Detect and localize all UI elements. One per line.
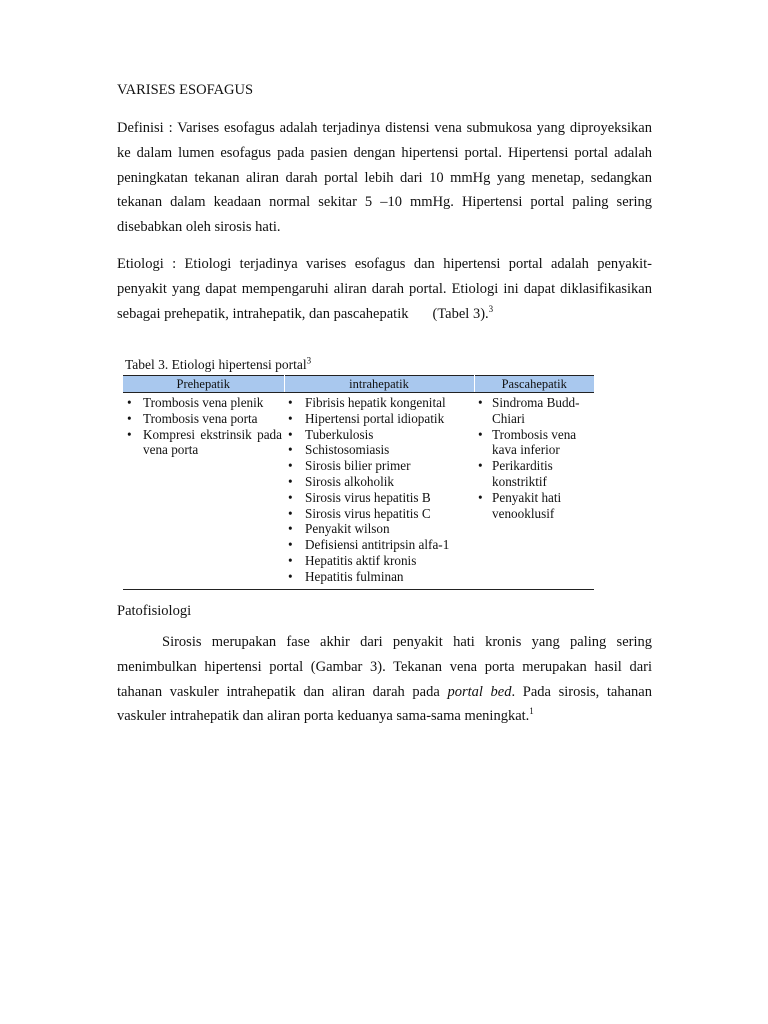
citation-superscript: 3 <box>488 303 494 314</box>
header-pascahepatik: Pascahepatik <box>474 376 594 393</box>
list-item: • Hepatitis aktif kronis <box>284 553 474 569</box>
list-item: • Sirosis alkoholik <box>284 474 474 490</box>
table-header-row <box>123 376 594 393</box>
list-item: • Defisiensi antitripsin alfa-1 <box>284 537 474 553</box>
table-caption-text: Tabel 3. Etiologi hipertensi portal <box>125 357 307 372</box>
table-row <box>123 393 594 590</box>
list-item: • Sirosis bilier primer <box>284 458 474 474</box>
patofisiologi-text-start: Sirosis merupakan fase akhir dari penyakit hati kronis yang paling sering menimbulkan hipertensi portal (Gambar 3). Tekanan vena porta merupakan hasil dari tahanan vaskuler intrahepatik dan aliran darah pada <box>117 634 652 700</box>
pascahepatik-cell <box>474 393 594 590</box>
list-item: • Schistosomiasis <box>284 442 474 458</box>
list-item: • Penyakit wilson <box>284 521 474 537</box>
list-item: • Trombosis vena porta <box>123 411 284 427</box>
list-item: • Sirosis virus hepatitis B <box>284 490 474 506</box>
list-item: • Sirosis virus hepatitis C <box>284 506 474 522</box>
header-intrahepatik: intrahepatik <box>284 376 474 393</box>
patofisiologi-text-end: . Pada sirosis, tahanan vaskuler intrahepatik dan aliran porta keduanya sama-sama meningkat. <box>117 683 652 725</box>
list-item: • Hepatitis fulminan <box>284 569 474 585</box>
document-page <box>117 80 652 338</box>
header-prehepatik: Prehepatik <box>123 376 284 393</box>
etiology-text: Etiologi : Etiologi terjadinya varises esofagus dan hipertensi portal adalah penyakit-penyakit yang dapat mempengaruhi aliran darah portal. Etiologi ini dapat diklasifikasikan sebagai prehepatik, intrahepatik, dan pascahepatik <box>117 255 652 322</box>
table-caption <box>125 357 594 373</box>
italic-term: portal bed <box>447 683 512 700</box>
list-item: • Sindroma Budd-Chiari <box>474 395 594 427</box>
list-item: • Hipertensi portal idiopatik <box>284 411 474 427</box>
prehepatik-list <box>123 395 284 458</box>
list-item: • Perikarditis konstriktif <box>474 458 594 490</box>
table-caption-superscript: 3 <box>306 355 312 366</box>
table-reference: (Tabel 3). <box>432 305 489 322</box>
list-item: • Tuberkulosis <box>284 427 474 443</box>
intrahepatik-list <box>284 395 474 585</box>
prehepatik-cell <box>123 393 284 590</box>
list-item: • Kompresi ekstrinsik pada vena porta <box>123 427 284 459</box>
list-item: • Trombosis vena plenik <box>123 395 284 411</box>
etiology-table-block <box>123 357 594 590</box>
intrahepatik-cell <box>284 393 474 590</box>
definition-paragraph: Definisi : Varises esofagus adalah terjadinya distensi vena submukosa yang diproyeksikan ke dalam lumen esofagus pada pasien dengan hipertensi portal. Hipertensi portal adalah peningkatan tekanan aliran darah portal lebih dari 10 mmHg yang menetap, sedangkan tekanan dalam keadaan normal sekitar 5 –10 mmHg. Hipertensi portal paling sering disebabkan oleh sirosis hati. <box>117 120 652 236</box>
citation-superscript: 1 <box>529 706 534 717</box>
list-item: • Fibrisis hepatik kongenital <box>284 395 474 411</box>
etiology-paragraph <box>117 252 652 326</box>
etiology-table <box>123 375 594 590</box>
section-heading: Patofisiologi <box>117 603 192 619</box>
document-heading: VARISES ESOFAGUS <box>117 82 254 98</box>
list-item: • Trombosis vena kava inferior <box>474 427 594 459</box>
pascahepatik-list <box>474 395 594 521</box>
patofisiologi-section <box>117 601 652 729</box>
patofisiologi-paragraph <box>117 630 652 729</box>
list-item: • Penyakit hati venooklusif <box>474 490 594 522</box>
